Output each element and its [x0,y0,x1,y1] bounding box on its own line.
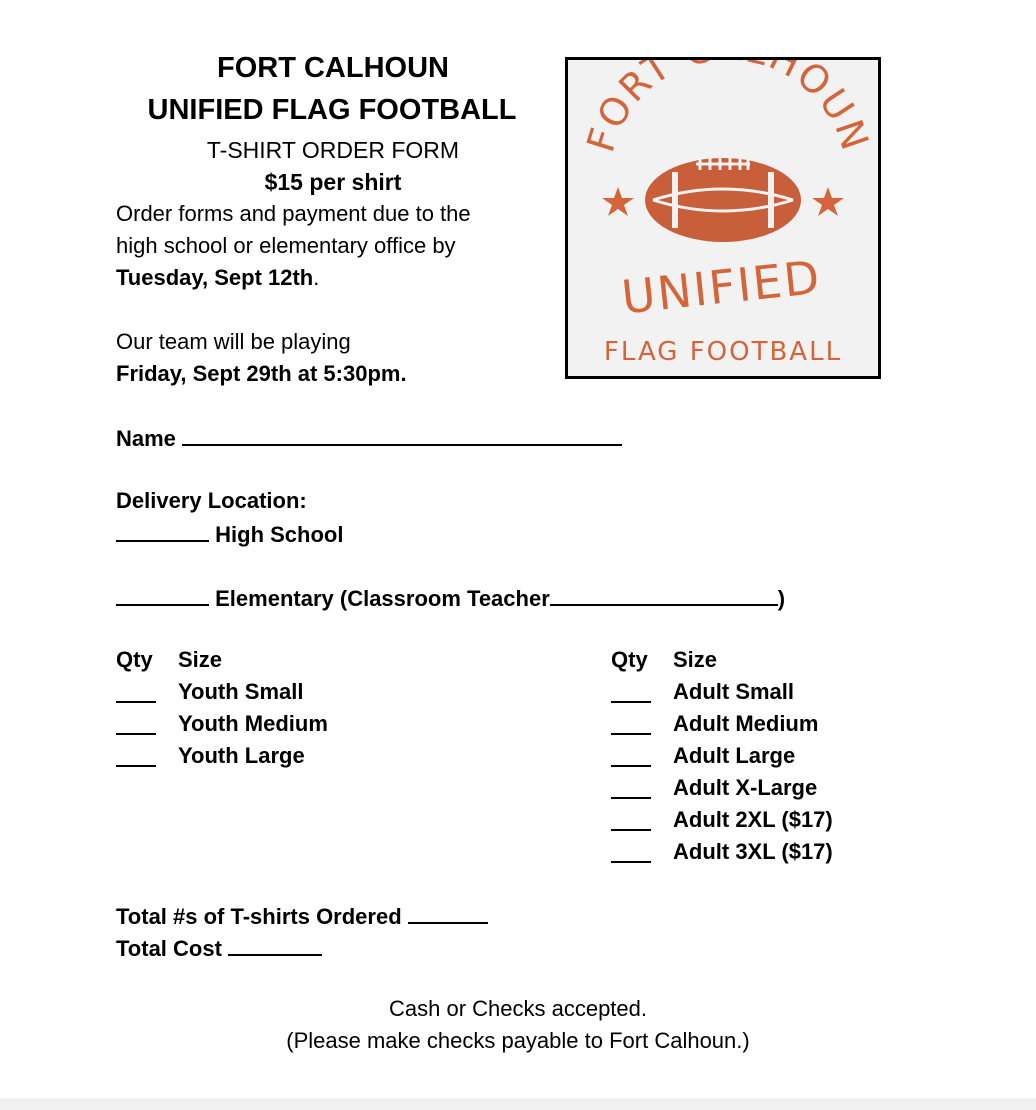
adult-qty-blank[interactable] [611,713,651,735]
youth-size-label: Youth Small [178,679,304,704]
adult-qty-blank[interactable] [611,841,651,863]
logo-bottom-text: FLAG FOOTBALL [603,337,843,367]
playing-date: Friday, Sept 29th at 5:30pm. [116,361,407,386]
adult-size-header: Size [673,647,718,672]
youth-size-label: Youth Large [178,743,305,768]
due-period: . [313,265,320,290]
teacher-close: ) [777,586,786,611]
due-line-1: Order forms and payment due to the [116,201,471,226]
page-edge [0,1098,1036,1110]
adult-size-label: Adult Large [673,743,796,768]
title-line-2: UNIFIED FLAG FOOTBALL [147,94,517,126]
name-label: Name [116,426,176,451]
price: $15 per shirt [264,169,402,195]
due-line-2: high school or elementary office by [116,233,456,258]
total-cost[interactable] [116,934,322,962]
total-shirts-label: Total #s of T-shirts Ordered [116,904,402,929]
youth-qty-header: Qty [116,647,153,672]
title-line-1: FORT CALHOUN [217,52,449,84]
adult-qty-header: Qty [611,647,648,672]
footer-line-1: Cash or Checks accepted. [388,996,648,1021]
logo-graphic [568,60,878,376]
team-logo [565,57,881,379]
adult-size-label: Adult Medium [673,711,819,736]
high-school-label: High School [215,522,344,547]
youth-qty-blank[interactable] [116,745,156,767]
subtitle: T-SHIRT ORDER FORM [206,137,460,163]
total-cost-blank[interactable] [228,934,322,956]
delivery-elementary[interactable] [116,584,785,612]
name-field[interactable] [116,424,622,452]
teacher-blank[interactable] [550,584,778,606]
adult-qty-blank[interactable] [611,777,651,799]
teacher-label: (Classroom Teacher [339,586,550,611]
star-icon [812,187,844,216]
delivery-label: Delivery Location: [116,488,307,513]
due-line-3 [116,265,319,291]
footer-line-2: (Please make checks payable to Fort Calhoun.) [286,1028,750,1053]
adult-size-label: Adult Small [673,679,795,704]
playing-line: Our team will be playing [116,329,351,354]
youth-size-label: Youth Medium [178,711,328,736]
high-school-blank[interactable] [116,520,209,542]
adult-size-label: Adult X-Large [673,775,818,800]
delivery-high-school[interactable] [116,520,343,548]
star-icon [602,187,634,216]
adult-qty-blank[interactable] [611,745,651,767]
football-icon [645,158,801,242]
due-date: Tuesday, Sept 12th [116,265,314,290]
elementary-label: Elementary [215,586,334,611]
adult-qty-blank[interactable] [611,809,651,831]
adult-size-label: Adult 2XL ($17) [673,807,833,832]
total-shirts[interactable] [116,902,488,930]
adult-size-label: Adult 3XL ($17) [673,839,833,864]
logo-middle-text: UNIFIED [618,249,824,325]
name-blank[interactable] [182,424,622,446]
youth-qty-blank[interactable] [116,681,156,703]
adult-qty-blank[interactable] [611,681,651,703]
logo-top-text: FORT HOUN [578,60,878,158]
elementary-blank[interactable] [116,584,209,606]
total-shirts-blank[interactable] [408,902,488,924]
youth-size-header: Size [178,647,223,672]
total-cost-label: Total Cost [116,936,222,961]
youth-qty-blank[interactable] [116,713,156,735]
